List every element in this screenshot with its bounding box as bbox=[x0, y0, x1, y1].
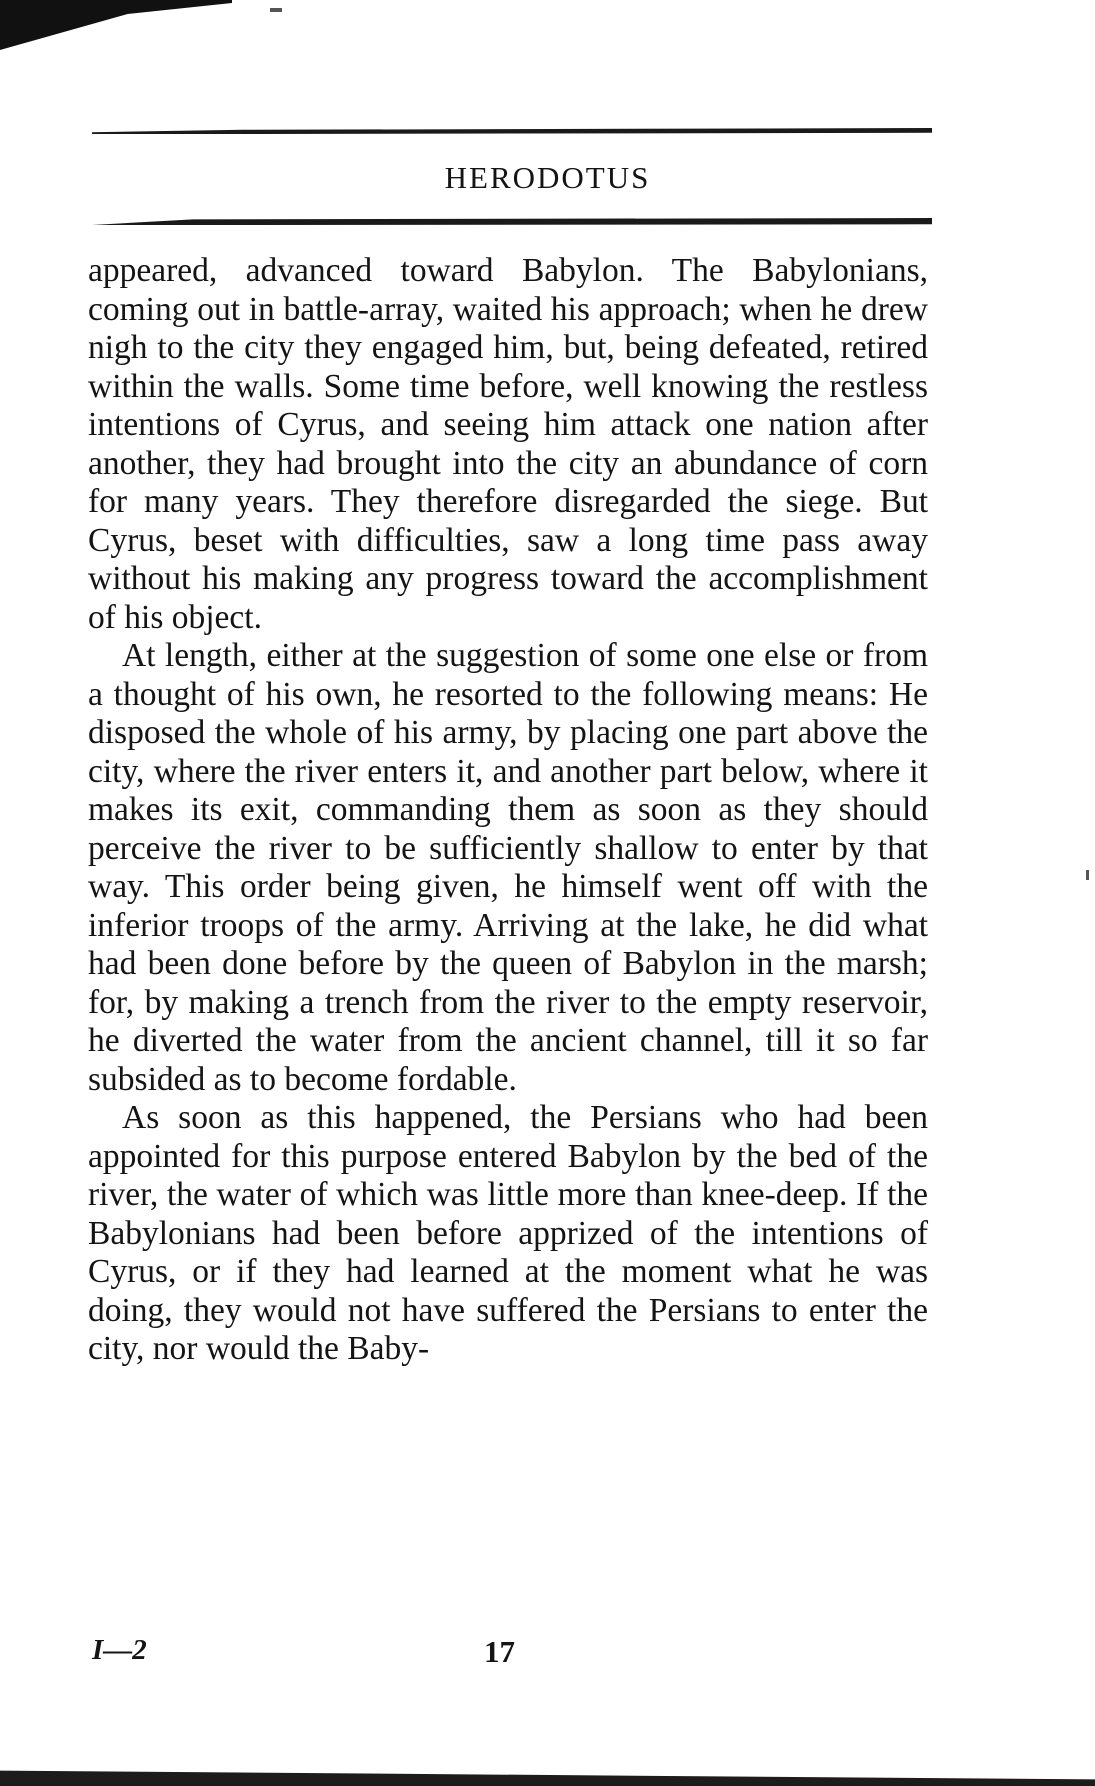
header-rule-bottom bbox=[92, 218, 932, 225]
body-text bbox=[88, 252, 928, 1369]
scan-speck bbox=[1086, 870, 1089, 880]
scan-edge-mark-bottom bbox=[0, 1764, 1095, 1786]
scan-edge-mark bbox=[0, 0, 232, 50]
header-rule-top bbox=[92, 128, 932, 134]
page-number: 17 bbox=[484, 1634, 515, 1669]
paragraph-2: At length, either at the suggestion of some one else or from a thought of his own, he resorted to the following means: He disposed the whole of his army, by placing one part above the city, where the river enters it, and another part below, where it makes its exit, commanding them as soon as they should perceive the river to be sufficiently shallow to enter by that way. This order being given, he himself went off with the inferior troops of the army. Arriving at the lake, he did what had been done before by the queen of Babylon in the marsh; for, by making a trench from the river to the empty reservoir, he diverted the water from the ancient channel, till it so far subsided as to become fordable. bbox=[88, 637, 928, 1098]
running-head-text: HERODOTUS bbox=[444, 160, 651, 195]
paragraph-1: appeared, advanced toward Babylon. The Babylonians, coming out in battle-array, waited his approach; when he drew nigh to the city they engaged him, but, being defeated, retired within the walls. Some time before, well knowing the restless intentions of Cyrus, and seeing him attack one nation after another, they had brought into the city an abundance of corn for many years. They therefore disregarded the siege. But Cyrus, beset with difficulties, saw a long time pass away without his making any progress toward the accomplishment of his object. bbox=[88, 252, 928, 636]
running-head bbox=[0, 160, 1095, 196]
paragraph-3: As soon as this happened, the Persians who had been appointed for this purpose entered Babylon by the bed of the river, the water of which was little more than knee-deep. If the Babylonians had been before apprized of the intentions of Cyrus, or if they had learned at the moment what he was doing, they would not have suffered the Persians to enter the city, nor would the Baby- bbox=[88, 1099, 928, 1367]
scan-speck bbox=[270, 8, 282, 12]
signature-mark: I—2 bbox=[92, 1634, 147, 1666]
